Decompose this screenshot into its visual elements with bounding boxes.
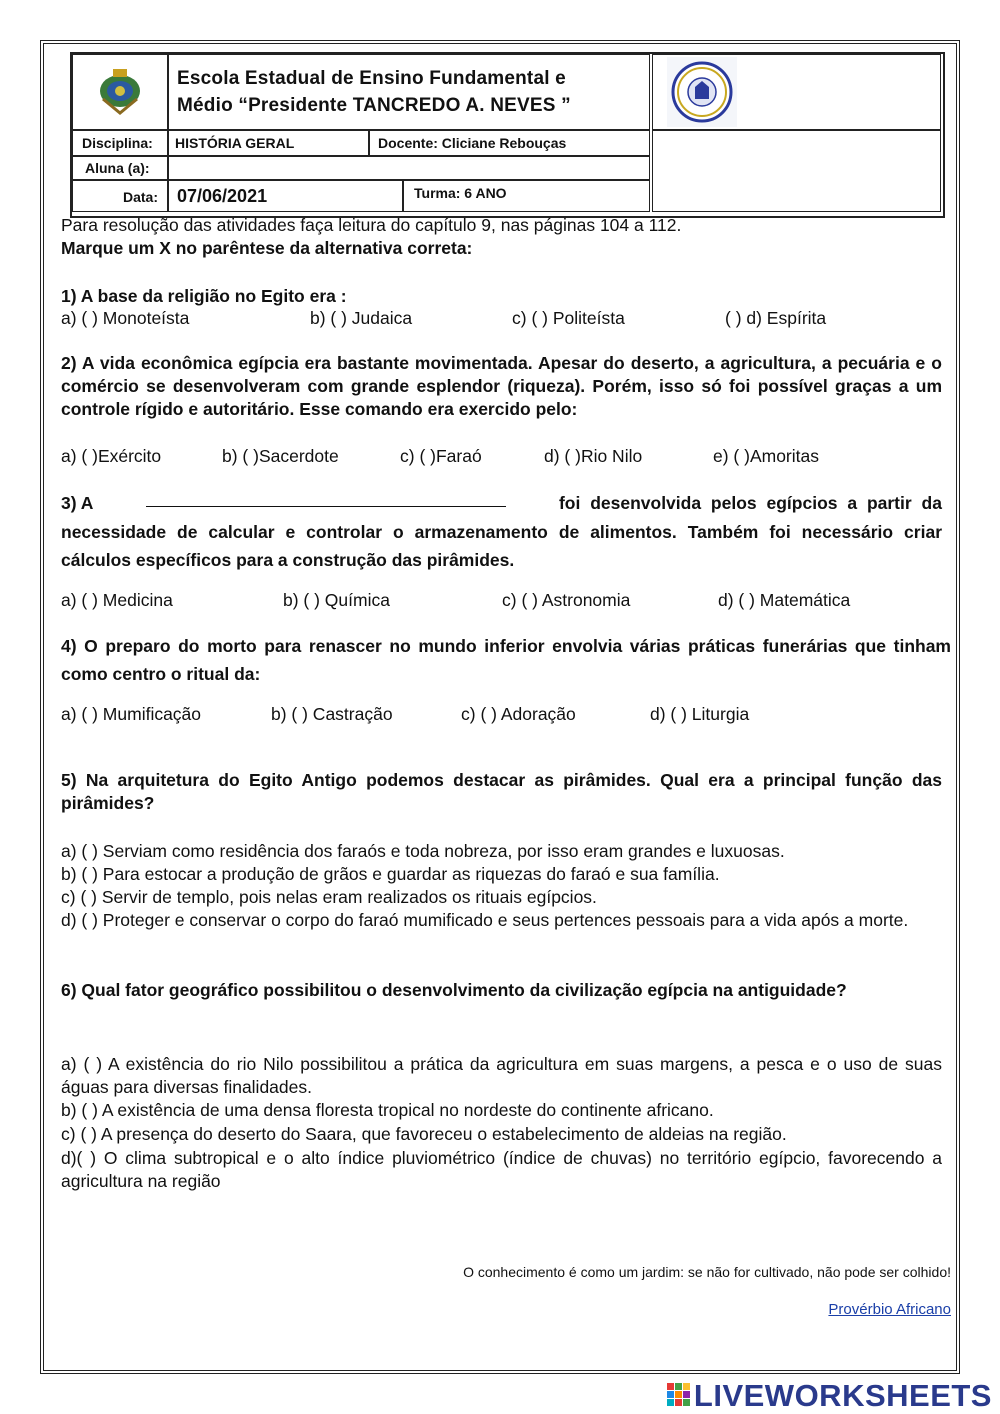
q3-prompt-rest: foi desenvolvida pelos egípcios a partir da	[558, 493, 942, 513]
state-emblem-icon	[73, 55, 167, 129]
q6-prompt: 6) Qual fator geográfico possibilitou o desenvolvimento da civilização egípcia na antiguidade?	[61, 980, 847, 1000]
q2-prompt: 2) A vida econômica egípcia era bastante movimentada. Apesar do deserto, a agricultura, a pecuária e o comércio se desenvolveram com grande esplendor (riqueza). Porém, isso só foi possível graças a um controle rígido e autoritário. Esse comando era exercido pelo:	[61, 353, 942, 419]
proverb-source-link[interactable]: Provérbio Africano	[828, 1301, 951, 1318]
blank-right-cell	[652, 130, 941, 212]
q3-answer-blank[interactable]	[146, 492, 506, 507]
school-logo-cell	[652, 54, 941, 130]
data-label-cell	[72, 180, 168, 212]
q2-option-b[interactable]: b) ( )Sacerdote	[222, 446, 339, 466]
q6-option-c[interactable]: c) ( ) A presença do deserto do Saara, que favoreceu o estabelecimento de aldeias na região.	[61, 1124, 787, 1144]
q4-prompt: 4) O preparo do morto para renascer no mundo inferior envolvia várias práticas funerárias que tinham como centro o ritual da:	[61, 636, 951, 684]
disciplina-label-cell	[72, 130, 168, 156]
aluna-input-cell[interactable]	[168, 156, 650, 180]
school-seal-icon	[667, 57, 737, 127]
docente-cell	[369, 130, 650, 156]
q5-option-b[interactable]: b) ( ) Para estocar a produção de grãos e guardar as riquezas do faraó e sua família.	[61, 864, 720, 884]
liveworksheets-logo-icon	[666, 1380, 692, 1410]
q3-prompt-cont: necessidade de calcular e controlar o armazenamento de alimentos. Também foi necessário criar cálculos específicos para a construção das pirâmides.	[61, 522, 942, 570]
turma-cell	[403, 180, 650, 212]
q3-option-d[interactable]: d) ( ) Matemática	[718, 590, 851, 610]
disciplina-label: Disciplina:	[82, 135, 153, 151]
q4-option-d[interactable]: d) ( ) Liturgia	[650, 704, 750, 724]
q4-option-c[interactable]: c) ( ) Adoração	[461, 704, 576, 724]
q1-option-b[interactable]: b) ( ) Judaica	[310, 308, 413, 328]
q5-option-a[interactable]: a) ( ) Serviam como residência dos faraós e toda nobreza, por isso eram grandes e luxuosas.	[61, 841, 785, 861]
disciplina-value: HISTÓRIA GERAL	[175, 135, 295, 151]
state-logo-cell	[72, 54, 168, 130]
q4-option-a[interactable]: a) ( ) Mumificação	[61, 704, 202, 724]
intro-instruction: Marque um X no parêntese da alternativa correta:	[61, 238, 473, 258]
q4-option-b[interactable]: b) ( ) Castração	[271, 704, 393, 724]
q1-option-d[interactable]: ( ) d) Espírita	[725, 308, 827, 328]
q3-option-c[interactable]: c) ( ) Astronomia	[502, 590, 631, 610]
header-table	[70, 52, 945, 218]
q2-option-a[interactable]: a) ( )Exército	[61, 446, 162, 466]
q3-option-a[interactable]: a) ( ) Medicina	[61, 590, 173, 610]
q2-option-e[interactable]: e) ( )Amoritas	[713, 446, 819, 466]
q2-option-c[interactable]: c) ( )Faraó	[400, 446, 482, 466]
q2-option-d[interactable]: d) ( )Rio Nilo	[544, 446, 643, 466]
q6-option-d[interactable]: d)( ) O clima subtropical e o alto índice pluviométrico (índice de chuvas) no território egípcio, favorecendo a agricultura na região	[61, 1148, 942, 1191]
data-value-cell	[168, 180, 403, 212]
data-label: Data:	[122, 189, 158, 205]
turma: Turma: 6 ANO	[414, 185, 507, 201]
q5-option-d[interactable]: d) ( ) Proteger e conservar o corpo do faraó mumificado e seus pertences pessoais para a vida após a morte.	[61, 910, 909, 930]
school-name-line1: Escola Estadual de Ensino Fundamental e	[177, 68, 566, 89]
q3-prompt-line1	[61, 492, 942, 515]
disciplina-value-cell	[168, 130, 369, 156]
intro-line1: Para resolução das atividades faça leitura do capítulo 9, nas páginas 104 a 112.	[61, 215, 682, 235]
q6-option-a[interactable]: a) ( ) A existência do rio Nilo possibilitou a prática da agricultura em suas margens, a pesca e o uso de suas águas para diversas finalidades.	[61, 1054, 942, 1097]
school-name-cell	[168, 54, 650, 130]
footer-quote: O conhecimento é como um jardim: se não for cultivado, não pode ser colhido!	[463, 1264, 951, 1280]
aluna-label: Aluna (a):	[85, 160, 150, 176]
docente: Docente: Cliciane Rebouças	[378, 135, 567, 151]
q5-option-c[interactable]: c) ( ) Servir de templo, pois nelas eram realizados os rituais egípcios.	[61, 887, 597, 907]
q3-prompt-start: 3) A	[61, 493, 94, 513]
q5-prompt: 5) Na arquitetura do Egito Antigo podemos destacar as pirâmides. Qual era a principal função das pirâmides?	[61, 770, 942, 813]
data-value: 07/06/2021	[177, 186, 268, 206]
q3-option-b[interactable]: b) ( ) Química	[283, 590, 390, 610]
q6-option-b[interactable]: b) ( ) A existência de uma densa floresta tropical no nordeste do continente africano.	[61, 1100, 714, 1120]
q1-option-c[interactable]: c) ( ) Politeísta	[512, 308, 625, 328]
school-name-line2: Médio “Presidente TANCREDO A. NEVES ”	[177, 95, 571, 116]
q1-option-a[interactable]: a) ( ) Monoteísta	[61, 308, 190, 328]
liveworksheets-wordmark: LIVEWORKSHEETS	[693, 1378, 992, 1413]
q1-prompt: 1) A base da religião no Egito era :	[61, 286, 347, 306]
liveworksheets-brand[interactable]	[666, 1378, 992, 1414]
aluna-label-cell	[72, 156, 168, 180]
